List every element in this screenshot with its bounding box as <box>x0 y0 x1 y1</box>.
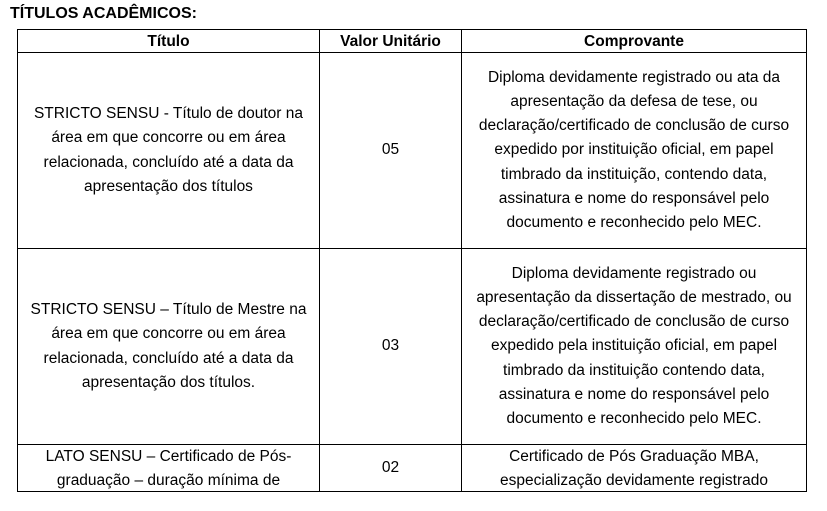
table-row <box>18 249 807 445</box>
row-comprovante <box>462 445 807 492</box>
row-comprovante: Diploma devidamente registrado ou ata da apresentação da defesa de tese, ou declaração/certificado de conclusão de curso expedido por instituição oficial, em papel timbrado da instituição, contendo data, assinatura e nome do responsável pelo documento e reconhecido pelo MEC. <box>462 53 807 249</box>
header-valor-unitario: Valor Unitário <box>320 30 462 53</box>
academic-titles-table <box>17 29 807 492</box>
header-titulo: Título <box>18 30 320 53</box>
table-row <box>18 445 807 492</box>
row-comprovante: Diploma devidamente registrado ou apresentação da dissertação de mestrado, ou declaração/certificado de conclusão de curso expedido pela instituição oficial, em papel timbrado da instituição contendo data, assinatura e nome do responsável pelo documento e reconhecido pelo MEC. <box>462 249 807 445</box>
row-titulo: STRICTO SENSU – Título de Mestre na área em que concorre ou em área relacionada, concluído até a data da apresentação dos títulos. <box>18 249 320 445</box>
section-title: TÍTULOS ACADÊMICOS: <box>10 5 197 22</box>
row-valor: 03 <box>320 249 462 445</box>
row-comprovante-text: Certificado de Pós Graduação MBA, especialização devidamente registrado <box>500 448 768 490</box>
row-valor: 05 <box>320 53 462 249</box>
header-comprovante: Comprovante <box>462 30 807 53</box>
row-titulo: STRICTO SENSU - Título de doutor na área em que concorre ou em área relacionada, concluído até a data da apresentação dos títulos <box>18 53 320 249</box>
row-titulo <box>18 445 320 492</box>
table-header-row <box>18 30 807 53</box>
row-valor: 02 <box>320 445 462 492</box>
row-titulo-text: LATO SENSU – Certificado de Pós-graduação – duração mínima de <box>45 448 292 490</box>
table-row <box>18 53 807 249</box>
